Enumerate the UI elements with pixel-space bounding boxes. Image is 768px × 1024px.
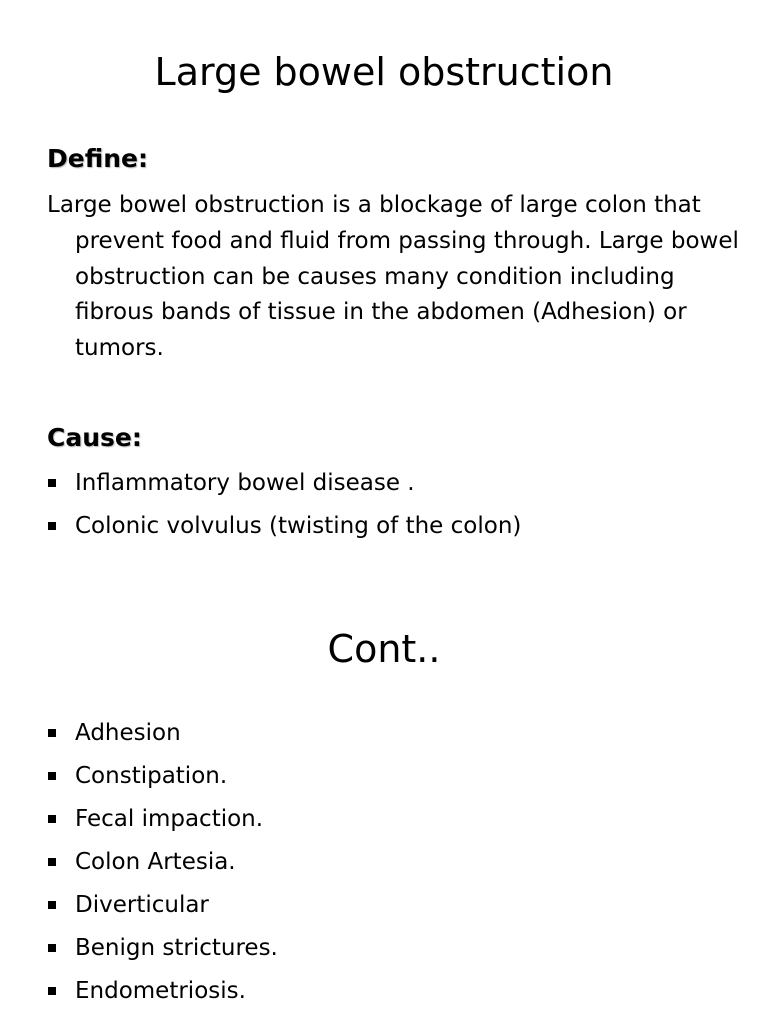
list-item	[47, 509, 521, 552]
list-item	[47, 931, 278, 974]
list-item-text: Colonic volvulus (twisting of the colon)	[75, 513, 522, 539]
list-item-text: Benign strictures.	[75, 935, 278, 961]
list-item-text: Inflammatory bowel disease .	[75, 470, 415, 496]
square-bullet-icon	[48, 772, 56, 780]
list-item	[47, 802, 278, 845]
list-item-text: Fecal impaction.	[75, 806, 264, 832]
cont-list	[47, 716, 278, 1017]
list-item	[47, 845, 278, 888]
square-bullet-icon	[48, 901, 56, 909]
list-item	[47, 888, 278, 931]
slide-title: Cont..	[327, 627, 441, 671]
square-bullet-icon	[48, 479, 56, 487]
define-heading: Define:	[47, 144, 148, 173]
square-bullet-icon	[48, 815, 56, 823]
list-item-text: Adhesion	[75, 720, 181, 746]
list-item	[47, 716, 278, 759]
list-item	[47, 466, 521, 509]
list-item-text: Endometriosis.	[75, 978, 246, 1004]
list-item	[47, 759, 278, 802]
list-item-text: Colon Artesia.	[75, 849, 236, 875]
square-bullet-icon	[48, 944, 56, 952]
list-item-text: Diverticular	[75, 892, 209, 918]
cause-heading: Cause:	[47, 423, 142, 452]
square-bullet-icon	[48, 729, 56, 737]
square-bullet-icon	[48, 987, 56, 995]
define-paragraph: Large bowel obstruction is a blockage of large colon that prevent food and fluid from passing through. Large bowel obstruction can be causes many condition including fibrous bands of tissue in the abdomen (Adhesion) or tumors.	[47, 192, 739, 362]
slide-title: Large bowel obstruction	[154, 50, 614, 94]
list-item	[47, 974, 278, 1017]
square-bullet-icon	[48, 858, 56, 866]
list-item-text: Constipation.	[75, 763, 228, 789]
cause-list	[47, 466, 521, 552]
square-bullet-icon	[48, 522, 56, 530]
